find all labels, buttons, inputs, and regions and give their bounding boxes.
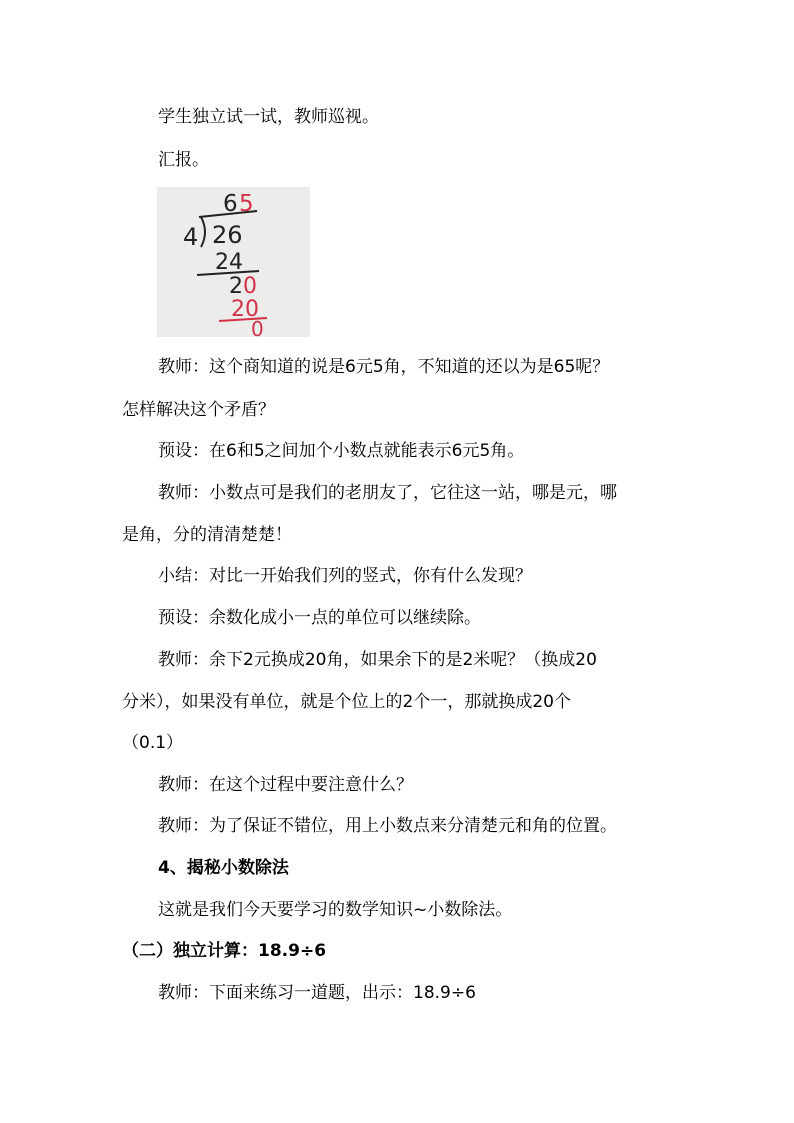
quotient-digit: 6: [223, 191, 238, 217]
paragraph-line: 这就是我们今天要学习的数学知识~小数除法。: [158, 900, 513, 920]
paragraph-line: 教师：这个商知道的说是6元5角，不知道的还以为是65呢？: [158, 357, 610, 377]
paragraph-line: 怎样解决这个矛盾？: [122, 400, 275, 420]
division-bracket: [201, 217, 205, 247]
appended-zero-red: 0: [243, 274, 257, 299]
remainder-digit: 2: [229, 274, 243, 299]
second-product-red: 20: [231, 297, 259, 322]
paragraph-line: 分米），如果没有单位，就是个位上的2个一，那就换成20个: [122, 692, 571, 712]
paragraph-line: 教师：在这个过程中要注意什么？: [158, 775, 413, 795]
paragraph-line: 教师：小数点可是我们的老朋友了，它往这一站，哪是元，哪: [158, 483, 617, 503]
paragraph-line: 小结：对比一开始我们列的竖式，你有什么发现？: [158, 566, 532, 586]
section-heading: （二）独立计算：18.9÷6: [122, 941, 327, 961]
paragraph-line: 是角，分的清清楚楚！: [122, 525, 292, 545]
long-division-drawing: [157, 187, 310, 337]
paragraph-line: 学生独立试一试，教师巡视。: [158, 107, 379, 127]
paragraph-line: 教师：为了保证不错位，用上小数点来分清楚元和角的位置。: [158, 816, 617, 836]
quotient-digit-red: 5: [239, 191, 254, 217]
paragraph-line: 汇报。: [158, 150, 209, 170]
section-heading: 4、揭秘小数除法: [158, 858, 289, 878]
paragraph-line: 预设：在6和5之间加个小数点就能表示6元5角。: [158, 441, 525, 461]
paragraph-line: 教师：下面来练习一道题，出示：18.9÷6: [158, 983, 476, 1003]
paragraph-line: 预设：余数化成小一点的单位可以继续除。: [158, 608, 481, 628]
dividend: 26: [212, 221, 243, 249]
divisor: 4: [183, 223, 199, 251]
handwritten-division-photo: [157, 187, 310, 337]
paragraph-line: （0.1）: [122, 733, 184, 753]
paragraph-line: 教师：余下2元换成20角，如果余下的是2米呢？（换成20: [158, 650, 597, 670]
product: 24: [215, 250, 243, 275]
final-remainder-red: 0: [251, 317, 264, 337]
